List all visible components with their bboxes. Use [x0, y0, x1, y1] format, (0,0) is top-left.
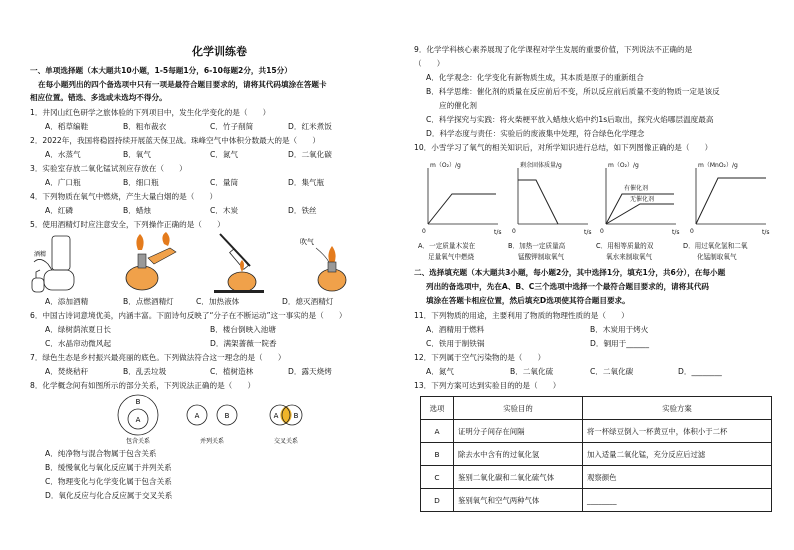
- q7-option-b: B．乱丢垃圾: [123, 367, 167, 376]
- section1-desc-1: 在每小题列出的四个备选项中只有一项是最符合题目要求的，请将其代码填涂在答题卡: [38, 80, 327, 89]
- q9-option-b: B．科学思维：催化剂的质量在反应前后不变，所以反应前后质量不变的物质一定是该反: [426, 87, 720, 96]
- q8-option-c: C．物理变化与化学变化属于包含关系: [45, 477, 172, 486]
- q12-option-a: A．氮气: [426, 367, 454, 376]
- q9-option-a: A．化学观念：化学变化有新物质生成，其本质是原子的重新组合: [426, 73, 644, 82]
- q8-relation-diagram: [100, 393, 320, 445]
- q10-cap-d-1: D．用过氧化氢和二氧: [683, 242, 748, 250]
- section2-desc-2: 填涂在答题卡相应位置，然后填充D选项使其符合题目要求。: [426, 296, 630, 305]
- section2-heading: 二、选择填充题（本大题共3小题，每小题2分，其中选择1分，填充1分，共6分），在每小题: [414, 268, 726, 277]
- q8-option-a: A．纯净物与混合物属于包含关系: [45, 449, 157, 458]
- q12-option-d: D．________: [678, 367, 722, 376]
- q10-cap-b-2: 锰酸钾制取氧气: [518, 253, 565, 261]
- q12-option-c: C．二氧化碳: [590, 367, 634, 376]
- q5-option-d: D．熄灭酒精灯: [282, 297, 334, 306]
- q4-option-b: B．蜡烛: [123, 206, 151, 215]
- q10-graphs: [418, 158, 778, 240]
- question-6: 6．中国古诗词意境优美，内涵丰富。下面诗句反映了“分子在不断运动”这一事实的是（ ）: [30, 311, 347, 320]
- question-1: 1．井冈山红色研学之旅体验的下列项目中，发生化学变化的是（ ）: [30, 108, 271, 117]
- q11-option-b: B．木炭用于烤火: [590, 325, 649, 334]
- table-header-option: 选项: [421, 397, 454, 420]
- q7-option-d: D．露天烧烤: [288, 367, 332, 376]
- diagram-letter-a3: A: [273, 412, 279, 420]
- table-header-purpose: 实验目的: [454, 397, 583, 420]
- lamp-d-illustration: [300, 237, 346, 291]
- graph-b-origin: 0: [512, 228, 516, 235]
- q9-blank: （ ）: [414, 59, 445, 68]
- q10-cap-d-2: 化锰制取氧气: [697, 253, 737, 261]
- question-4: 4．下列物质在氧气中燃烧，产生大量白烟的是（ ）: [30, 192, 218, 201]
- q5-option-c: C．加热液体: [196, 297, 240, 306]
- question-2: 2．2022年，我国将稳固持续开展蓝天保卫战。珠峰空气中体积分数最大的是（ ）: [30, 136, 320, 145]
- lamp-a-illustration: [32, 236, 74, 292]
- question-8: 8．化学概念间有如图所示的部分关系，下列说法正确的是（ ）: [30, 381, 256, 390]
- label-intersection: 交叉关系: [273, 438, 299, 445]
- q1-option-a: A．稻草编鞋: [45, 122, 89, 131]
- row-c-purpose: 鉴别二氧化碳和二氧化硫气体: [454, 466, 583, 489]
- q2-option-c: C．氮气: [210, 150, 239, 159]
- q2-option-b: B．氧气: [123, 150, 151, 159]
- q6-option-a: A．绿树荫浓夏日长: [45, 325, 111, 334]
- q12-option-b: B．二氧化硫: [510, 367, 554, 376]
- row-a-option: A: [421, 420, 454, 443]
- alcohol-label: 酒精: [34, 251, 47, 258]
- lamp-c-illustration: [214, 234, 264, 293]
- q1-option-d: D．红米煮饭: [288, 122, 332, 131]
- q6-option-d: D．满架蔷薇一院香: [210, 339, 277, 348]
- q10-cap-a-2: 足量氧气中燃烧: [428, 253, 475, 261]
- graph-a: [422, 162, 502, 236]
- graph-a-origin: 0: [422, 228, 426, 235]
- q11-option-d: D．铜用于______: [590, 339, 650, 348]
- graph-c-label-2: 无催化剂: [630, 196, 655, 203]
- diagram-letter-b3: B: [293, 412, 299, 420]
- label-containment: 包含关系: [125, 438, 151, 445]
- q3-option-a: A．广口瓶: [45, 178, 81, 187]
- graph-c: [600, 162, 680, 236]
- q10-cap-c-1: C．用相等质量的双: [596, 242, 654, 250]
- q4-option-c: C．木炭: [210, 206, 239, 215]
- question-9: 9．化学学科核心素养展现了化学课程对学生发展的重要价值，下列说法不正确的是: [414, 45, 693, 54]
- q8-option-d: D．氧化反应与化合反应属于交叉关系: [45, 491, 173, 500]
- q8-option-b: B．缓慢氧化与氧化反应属于并列关系: [45, 463, 172, 472]
- q9-option-b-cont: 应的催化剂: [439, 101, 477, 110]
- graph-d-xlabel: t/s: [762, 229, 770, 236]
- q4-option-a: A．红磷: [45, 206, 73, 215]
- q2-option-d: D．二氧化碳: [288, 150, 332, 159]
- question-3: 3．实验室存放二氧化锰试剂应存放在（ ）: [30, 164, 187, 173]
- q11-option-c: C．铁用于制铁锅: [426, 339, 485, 348]
- graph-c-ylabel: m（O₂）/g: [608, 162, 639, 169]
- q10-cap-b-1: B．加热一定质量高: [508, 242, 566, 250]
- section2-desc-1: 列出的备选项中，先在A、B、C三个选项中选择一个最符合题目要求的，请将其代码: [426, 282, 710, 291]
- section1-heading: 一、单项选择题（本大题共10小题，1-5每题1分，6-10每题2分，共15分）: [30, 66, 292, 75]
- row-d-plan: ________: [583, 489, 772, 512]
- question-10: 10．小雪学习了氧气的相关知识后，对所学知识进行总结，如下列图像正确的是（ ）: [414, 143, 713, 152]
- label-parallel: 并列关系: [199, 438, 225, 445]
- q10-cap-c-2: 氧水来制取氧气: [606, 253, 653, 261]
- q5-lamp-illustrations: [30, 234, 380, 296]
- row-a-plan: 将一杯绿豆倒入一杯黄豆中，体积小于二杯: [583, 420, 772, 443]
- diagram-letter-a2: A: [194, 412, 200, 420]
- q7-option-c: C．植树造林: [210, 367, 254, 376]
- row-d-option: D: [421, 489, 454, 512]
- q3-option-b: B．细口瓶: [123, 178, 159, 187]
- graph-a-ylabel: m（O₂）/g: [430, 162, 461, 169]
- graph-d-origin: 0: [690, 228, 694, 235]
- graph-b: [512, 161, 592, 236]
- q10-cap-a-1: A．一定质量木炭在: [418, 242, 476, 250]
- q1-option-c: C．竹子削简: [210, 122, 254, 131]
- table-header-plan: 实验方案: [583, 397, 772, 420]
- graph-c-xlabel: t/s: [672, 229, 680, 236]
- graph-c-origin: 0: [600, 228, 604, 235]
- q9-option-d: D．科学态度与责任：实验后的废液集中处理，符合绿色化学理念: [426, 129, 645, 138]
- row-b-plan: 加入适量二氧化锰，充分反应后过滤: [583, 443, 772, 466]
- q3-option-d: D．集气瓶: [288, 178, 325, 187]
- table-row: [421, 443, 772, 466]
- diagram-letter-b2: B: [224, 412, 230, 420]
- diagram-letter-b1: B: [135, 398, 141, 406]
- table-header-row: [421, 397, 772, 420]
- row-b-purpose: 除去水中含有的过氧化氢: [454, 443, 583, 466]
- graph-b-ylabel: 剩余固体质量/g: [520, 162, 562, 169]
- row-b-option: B: [421, 443, 454, 466]
- q9-option-c: C．科学探究与实践：将火柴梗平放入蜡烛火焰中约1s后取出，探究火焰哪层温度最高: [426, 115, 714, 124]
- q1-option-b: B．粗布裁衣: [123, 122, 167, 131]
- row-d-purpose: 鉴别氧气和空气两种气体: [454, 489, 583, 512]
- q13-plan-table: [420, 396, 772, 512]
- question-11: 11．下列物质的用途，主要利用了物质的物理性质的是（ ）: [414, 311, 629, 320]
- graph-d-ylabel: m（MnO₂）/g: [698, 162, 738, 169]
- row-a-purpose: 证明分子间存在间隔: [454, 420, 583, 443]
- q3-option-c: C．量筒: [210, 178, 239, 187]
- row-c-option: C: [421, 466, 454, 489]
- q11-option-a: A．酒精用于燃料: [426, 325, 485, 334]
- page-title: 化学训练卷: [192, 45, 247, 58]
- q2-option-a: A．水蒸气: [45, 150, 81, 159]
- table-row: [421, 466, 772, 489]
- q7-option-a: A．焚烧秸秆: [45, 367, 89, 376]
- question-12: 12．下列属于空气污染物的是（ ）: [414, 353, 546, 362]
- lamp-b-illustration: [126, 232, 176, 290]
- diagram-letter-a1: A: [135, 416, 141, 424]
- q6-option-c: C．水晶帘动微风起: [45, 339, 112, 348]
- q6-option-b: B．楼台倒映入池塘: [210, 325, 276, 334]
- section1-desc-2: 相应位置。错选、多选或未选均不得分。: [30, 93, 167, 102]
- row-c-plan: 观察颜色: [583, 466, 772, 489]
- q5-option-a: A．添加酒精: [45, 297, 89, 306]
- graph-d: [690, 162, 770, 236]
- q5-option-b: B．点燃酒精灯: [123, 297, 174, 306]
- blow-label: 吹气: [300, 238, 314, 246]
- q4-option-d: D．铁丝: [288, 206, 317, 215]
- question-5: 5．使用酒精灯时应注意安全，下列操作正确的是（ ）: [30, 220, 225, 229]
- question-7: 7．绿色生态是乡村振兴最亮丽的底色。下列做法符合这一理念的是（ ）: [30, 353, 286, 362]
- graph-c-label-1: 有催化剂: [624, 185, 649, 192]
- question-13: 13．下列方案可达到实验目的的是（ ）: [414, 381, 561, 390]
- graph-b-xlabel: t/s: [584, 229, 592, 236]
- table-row: [421, 420, 772, 443]
- table-row: [421, 489, 772, 512]
- graph-a-xlabel: t/s: [494, 229, 502, 236]
